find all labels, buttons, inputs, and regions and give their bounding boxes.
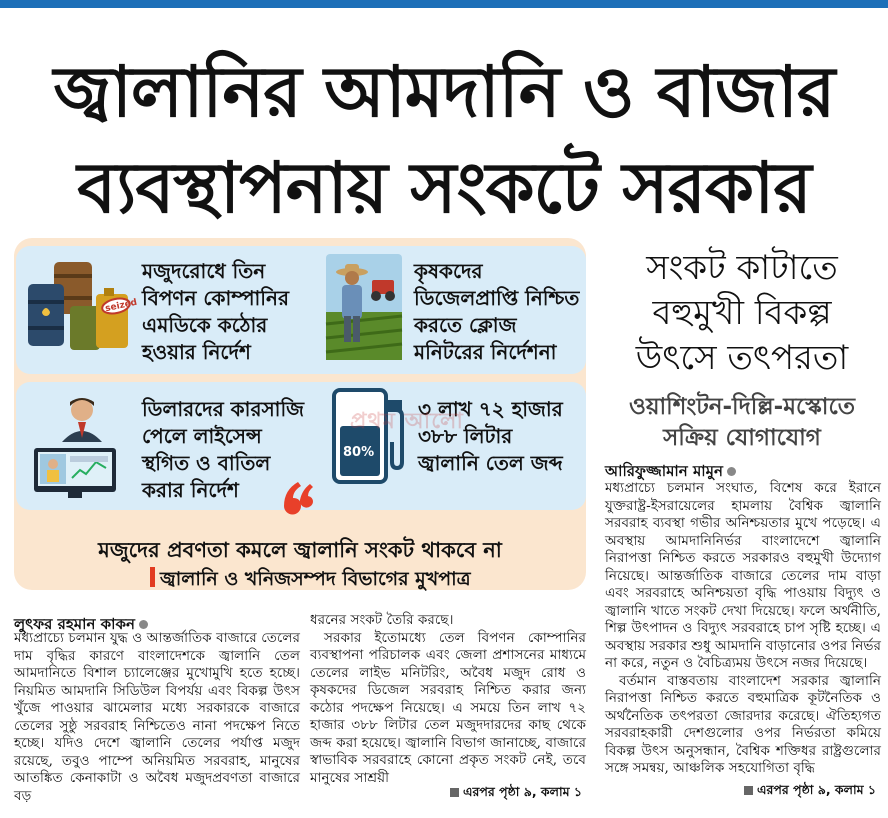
info-item-1-line: এমডিকে কঠোর bbox=[142, 313, 268, 337]
info-item-1-line: হওয়ার নির্দেশ bbox=[142, 340, 251, 364]
quote-mark-icon bbox=[278, 478, 318, 518]
info-item-4-line: ৩ লাখ ৭২ হাজার bbox=[418, 397, 563, 421]
side-headline-line: উৎসে তৎপরতা bbox=[635, 338, 849, 378]
farmer-field-icon bbox=[326, 254, 402, 360]
info-item-1 bbox=[142, 258, 289, 366]
fuel-level-label: 80% bbox=[343, 445, 375, 460]
left-article-col2 bbox=[310, 612, 586, 784]
oil-barrels-icon bbox=[24, 256, 139, 356]
info-item-3-line: করার নির্দেশ bbox=[142, 478, 239, 502]
info-item-4-line: জ্বালানি তেল জব্দ bbox=[418, 451, 563, 475]
top-rule bbox=[0, 0, 888, 8]
side-paragraph: বর্তমান বাস্তবতায় বাংলাদেশ সরকার জ্বালানি নিরাপত্তা নিশ্চিত করতে বহুমাত্রিক কূটনৈতিক ও অর্থনৈতিক তৎপরতা জোরদার করেছে। ঐতিহ্যগত সরবরাহকারী দেশগুলোর ওপর নির্ভরতা কমিয়ে বিকল্প উৎস অনুসন্ধান, বৈশ্বিক শক্তিধর রাষ্ট্রগুলোর সঙ্গে সমন্বয়, আঞ্চলিক সহযোগিতা বৃদ্ধি bbox=[605, 672, 881, 776]
side-article-body bbox=[605, 480, 881, 778]
quote-text: মজুদের প্রবণতা কমলে জ্বালানি সংকট থাকবে না bbox=[98, 538, 502, 562]
side-continued-text: এরপর পৃষ্ঠা ৯, কলাম ১ bbox=[757, 782, 877, 797]
seized-stamp: seized bbox=[104, 297, 139, 315]
info-item-1-line: মজুদরোধে তিন bbox=[142, 259, 266, 283]
info-item-3-line: পেলে লাইসেন্স bbox=[142, 424, 262, 448]
byline-dot bbox=[727, 467, 736, 476]
dealer-monitor-icon bbox=[30, 396, 120, 500]
left-paragraph: মধ্যপ্রাচ্যে চলমান যুদ্ধ ও আন্তর্জাতিক বাজারে তেলের দাম বৃদ্ধির কারণে বাংলাদেশকে জ্বালানি তেল আমদানিতে বিশাল চ্যালেঞ্জের মুখোমুখি হতে হচ্ছে। নিয়মিত আমদানি সিডিউল বিপর্যয় এবং বিকল্প উৎস খুঁজে পাওয়ার ঝামেলার মধ্যে সরকারকে বাজারে তেলের সুষ্ঠু সরবরাহ নিশ্চিতেও নানা পদক্ষেপ নিতে হচ্ছে। যদিও দেশে জ্বালানি তেলের পর্যাপ্ত মজুদ রয়েছে, তবুও পাম্পে অনিয়মিত সরবরাহ, মানুষের আতঙ্কিত কেনাকাটা ও অবৈধ মজুদপ্রবণতা বাজারে বড় bbox=[14, 630, 300, 804]
info-item-2-line: করতে ক্লোজ bbox=[414, 313, 517, 337]
side-headline-line: সংকট কাটাতে bbox=[646, 248, 838, 288]
quote-source bbox=[148, 565, 471, 597]
byline-dot bbox=[139, 620, 148, 629]
left-continued-text: এরপর পৃষ্ঠা ৯, কলাম ১ bbox=[463, 784, 583, 799]
left-author: লুৎফর রহমান কাকন bbox=[14, 615, 135, 633]
left-paragraph: সরকার ইতোমধ্যে তেল বিপণন কোম্পানির ব্যবস্থাপনা পরিচালক এবং জেলা প্রশাসনের মাধ্যমে তেলের লাইভ মনিটরিং, অবৈধ মজুদ রোধ ও কৃষকদের ডিজেল সরবরাহ নিশ্চিত করার জন্য কঠোর পদক্ষেপ নিয়েছে। এ সময়ে তিন লাখ ৭২ হাজার ৩৮৮ লিটার তেল মজুদদারদের কাছ থেকে জব্দ করা হয়েছে। জ্বালানি বিভাগ জানাচ্ছে, বাজারে স্বাভাবিক সরবরাহে কোনো প্রকৃত সংকট নেই, তবে মানুষের সাশ্রয়ী bbox=[310, 629, 586, 786]
info-item-3-line: ডিলারদের কারসাজি bbox=[142, 397, 305, 421]
side-subheadline-line: ওয়াশিংটন-দিল্লি-মস্কোতে bbox=[629, 394, 855, 420]
side-paragraph: মধ্যপ্রাচ্যে চলমান সংঘাত, বিশেষ করে ইরানে যুক্তরাষ্ট্র-ইসরায়েলের হামলায় বৈশ্বিক জ্বালানি সরবরাহ ব্যবস্থা গভীর অনিশ্চয়তার মুখে পড়েছে। এ অবস্থায় আমদানিনির্ভর বাংলাদেশে জ্বালানি নিরাপত্তা নিশ্চিত করতে সরকারও বহুমুখী উদ্যোগ নিয়েছে। আন্তর্জাতিক বাজারে তেলের দাম বাড়া এবং সরবরাহে অনিশ্চয়তা বৃদ্ধি পাওয়ায় বিদ্যুৎ ও জ্বালানি খাতে সংকট দেখা দিয়েছে। ফলে অর্থনীতি, শিল্প উৎপাদন ও বিদ্যুৎ সরবরাহে চাপ সৃষ্টি হচ্ছে। এ অবস্থায় সরকার শুধু আমদানি বাড়ানোর ওপর নির্ভর না করে, নতুন ও বৈচিত্র্যময় উৎসে নজর দিয়েছে। bbox=[605, 480, 881, 671]
info-item-2-line: ডিজেলপ্রাপ্তি নিশ্চিত bbox=[414, 286, 580, 310]
left-article-col1 bbox=[14, 630, 300, 804]
quote-source-text: জ্বালানি ও খনিজসম্পদ বিভাগের মুখপাত্র bbox=[160, 568, 471, 590]
left-continued bbox=[450, 784, 582, 804]
info-item-3-line: স্থগিত ও বাতিল bbox=[142, 451, 271, 475]
watermark: প্রথম আলো bbox=[350, 409, 464, 434]
headline-line-1: জ্বালানির আমদানি ও বাজার bbox=[53, 51, 835, 133]
side-author: আরিফুজ্জামান মামুন bbox=[605, 462, 723, 480]
continued-marker bbox=[450, 788, 459, 797]
info-item-1-line: বিপণন কোম্পানির bbox=[142, 286, 289, 310]
side-subheadline-line: সক্রিয় যোগাযোগ bbox=[663, 425, 821, 451]
left-paragraph: ধরনের সংকট তৈরি করছে। bbox=[310, 612, 454, 628]
continued-marker bbox=[744, 786, 753, 795]
side-headline bbox=[600, 246, 884, 381]
side-headline-line: বহুমুখী বিকল্প bbox=[652, 293, 832, 333]
info-item-2-line: কৃষকদের bbox=[414, 259, 483, 283]
headline bbox=[6, 44, 882, 236]
info-item-2-line: মনিটরের নির্দেশনা bbox=[414, 340, 557, 364]
side-subheadline bbox=[600, 392, 884, 454]
side-continued bbox=[744, 782, 876, 802]
info-item-4-line: ৩৮৮ লিটার bbox=[418, 424, 513, 448]
headline-line-2: ব্যবস্থাপনায় সংকটে সরকার bbox=[77, 147, 811, 229]
info-item-2 bbox=[414, 258, 579, 366]
